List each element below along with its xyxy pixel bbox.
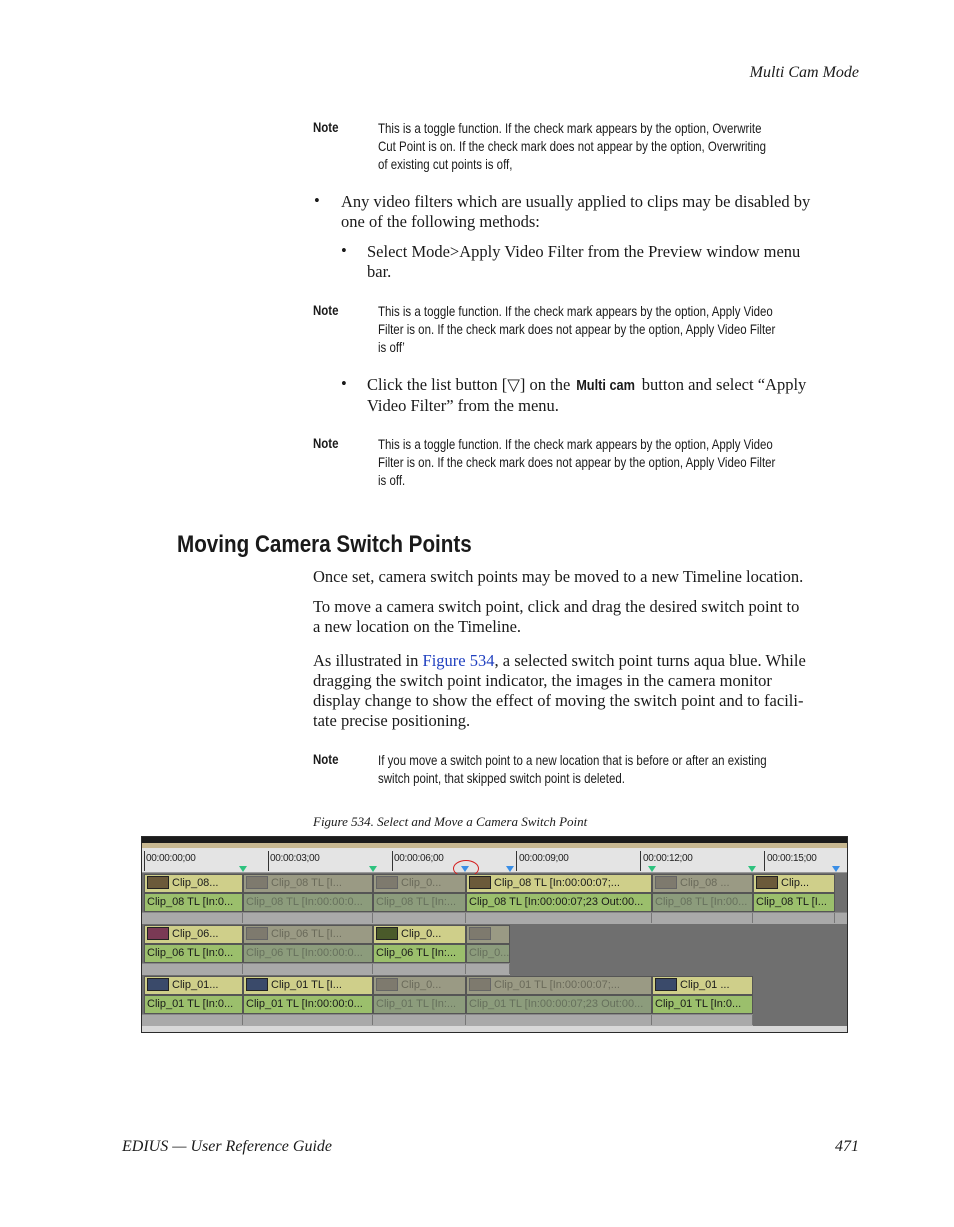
audio-clip[interactable] — [753, 893, 835, 912]
audio-clip[interactable] — [466, 995, 652, 1014]
clip-label: Clip_08... — [172, 877, 219, 889]
note-line: This is a toggle function. If the check mark appears by the option, Apply Video — [378, 303, 773, 319]
clip-label: Clip_01 TL [In:... — [376, 998, 457, 1010]
bullet-marker: • — [341, 374, 347, 393]
video-clip[interactable] — [373, 976, 466, 995]
timecode-label: 00:00:12;00 — [643, 853, 693, 864]
audio-clip[interactable] — [373, 995, 466, 1014]
clip-label: Clip_01 TL [In:00:00:07;23 Out:00... — [469, 998, 644, 1010]
clip-label: Clip_06... — [172, 928, 219, 940]
thumbnail-icon — [376, 927, 398, 940]
clip-label: Clip_0... — [401, 928, 442, 940]
running-header: Multi Cam Mode — [749, 64, 859, 81]
clip-label: Clip_0... — [469, 947, 510, 959]
ruler-tick — [268, 851, 269, 871]
timecode-label: 00:00:00;00 — [146, 853, 196, 864]
clip-label: Clip_08 TL [I... — [271, 877, 342, 889]
thumbnail-icon — [469, 876, 491, 889]
paragraph-line: To move a camera switch point, click and drag the desired switch point to — [313, 597, 800, 616]
bullet-line — [367, 375, 867, 396]
timeline-ruler[interactable] — [142, 848, 847, 873]
clip-label: Clip_06 TL [In:... — [376, 947, 457, 959]
bullet-marker: • — [314, 191, 320, 210]
note-text — [378, 751, 804, 787]
thumbnail-icon — [246, 927, 268, 940]
audio-clip[interactable] — [652, 893, 753, 912]
clip-label: Clip_06 TL [In:0... — [147, 947, 234, 959]
note-line: switch point, that skipped switch point is deleted. — [378, 770, 625, 786]
paragraph-line — [313, 651, 873, 671]
clip-label: Clip_08 ... — [680, 877, 730, 889]
video-clip[interactable] — [652, 976, 753, 995]
video-clip[interactable] — [243, 976, 373, 995]
timeline-bottom-edge — [142, 1026, 847, 1033]
switch-point-marker[interactable] — [506, 866, 514, 872]
note-line: of existing cut points is off, — [378, 156, 513, 172]
thumbnail-icon — [376, 876, 398, 889]
note-line: If you move a switch point to a new location that is before or after an existing — [378, 752, 767, 768]
ruler-tick — [144, 851, 145, 871]
bullet-select-mode — [367, 242, 867, 282]
page-number: 471 — [835, 1138, 859, 1155]
video-clip[interactable] — [466, 925, 510, 944]
thumbnail-icon — [469, 927, 491, 940]
clip-label: Clip... — [781, 877, 810, 889]
video-clip[interactable] — [373, 925, 466, 944]
note-text — [378, 435, 804, 489]
timecode-label: 00:00:09;00 — [519, 853, 569, 864]
bullet-list-button — [367, 375, 867, 416]
audio-clip[interactable] — [466, 944, 510, 963]
note-line: is off. — [378, 472, 406, 488]
timecode-label: 00:00:03;00 — [270, 853, 320, 864]
paragraph-line: display change to show the effect of moving the switch point and to facili- — [313, 691, 804, 710]
clip-label: Clip_01... — [172, 979, 219, 991]
paragraph-line: tate precise positioning. — [313, 711, 471, 730]
text-run: Click the list button [▽] on the — [367, 375, 575, 394]
clip-label: Clip_01 TL [In:00:00:0... — [246, 998, 363, 1010]
thumbnail-icon — [147, 927, 169, 940]
ruler-tick — [764, 851, 765, 871]
audio-clip[interactable] — [243, 995, 373, 1014]
clip-label: Clip_06 TL [In:00:00:0... — [246, 947, 363, 959]
clip-label: Clip_06 TL [I... — [271, 928, 342, 940]
clip-label: Clip_08 TL [In:00:00:07;... — [494, 877, 620, 889]
note-line: This is a toggle function. If the check mark appears by the option, Overwrite — [378, 120, 762, 136]
note-line: Filter is on. If the check mark does not appear by the option, Apply Video Filter — [378, 321, 776, 337]
note-label: Note — [313, 751, 339, 767]
paragraph — [313, 597, 873, 637]
paragraph-line: a new location on the Timeline. — [313, 617, 522, 636]
clip-label: Clip_08 TL [In:00:00:0... — [246, 896, 363, 908]
audio-clip[interactable] — [144, 893, 243, 912]
bullet-line: bar. — [367, 262, 392, 281]
thumbnail-icon — [756, 876, 778, 889]
switch-point-marker[interactable] — [369, 866, 377, 872]
text-run: As illustrated in — [313, 651, 423, 670]
thumbnail-icon — [655, 876, 677, 889]
bullet-marker: • — [341, 241, 347, 260]
switch-point-marker[interactable] — [832, 866, 840, 872]
track-lane — [142, 963, 510, 975]
note-line: Filter is on. If the check mark does not appear by the option, Apply Video Filter — [378, 454, 776, 470]
track-lane — [142, 912, 847, 924]
video-clip[interactable] — [144, 976, 243, 995]
thumbnail-icon — [147, 876, 169, 889]
audio-clip[interactable] — [144, 944, 243, 963]
clip-label: Clip_01 TL [In:0... — [655, 998, 742, 1010]
track-lane — [142, 1014, 753, 1026]
note-line: This is a toggle function. If the check mark appears by the option, Apply Video — [378, 436, 773, 452]
audio-clip[interactable] — [652, 995, 753, 1014]
clip-label: Clip_08 TL [In:00:00:07;23 Out:00... — [469, 896, 644, 908]
figure-caption: Figure 534. Select and Move a Camera Switch Point — [313, 814, 588, 829]
video-clip[interactable] — [753, 874, 835, 893]
timecode-label: 00:00:15;00 — [767, 853, 817, 864]
clip-label: Clip_01 ... — [680, 979, 730, 991]
clip-label: Clip_08 TL [In:00... — [655, 896, 748, 908]
video-clip[interactable] — [466, 976, 652, 995]
ruler-tick — [392, 851, 393, 871]
bullet-line: one of the following methods: — [341, 212, 540, 231]
audio-clip[interactable] — [373, 944, 466, 963]
thumbnail-icon — [376, 978, 398, 991]
thumbnail-icon — [655, 978, 677, 991]
timeline-figure — [141, 836, 848, 1033]
note-label: Note — [313, 302, 339, 318]
text-run: button and select “Apply — [637, 375, 807, 394]
thumbnail-icon — [469, 978, 491, 991]
bullet-video-filters — [341, 192, 861, 232]
thumbnail-icon — [147, 978, 169, 991]
section-heading: Moving Camera Switch Points — [177, 531, 472, 558]
clip-label: Clip_01 TL [In:0... — [147, 998, 234, 1010]
audio-clip[interactable] — [466, 893, 652, 912]
video-clip[interactable] — [466, 874, 652, 893]
switch-point-marker[interactable] — [239, 866, 247, 872]
clip-label: Clip_08 TL [I... — [756, 896, 827, 908]
audio-clip[interactable] — [243, 893, 373, 912]
note-text — [378, 119, 804, 173]
video-clip[interactable] — [144, 874, 243, 893]
video-clip[interactable] — [144, 925, 243, 944]
clip-label: Clip_08 TL [In:... — [376, 896, 457, 908]
note-label: Note — [313, 119, 339, 135]
clip-label: Clip_0... — [401, 979, 442, 991]
ruler-tick — [640, 851, 641, 871]
clip-label: Clip_08 TL [In:0... — [147, 896, 234, 908]
note-line: is off’ — [378, 339, 405, 355]
audio-clip[interactable] — [373, 893, 466, 912]
paragraph: Once set, camera switch points may be moved to a new Timeline location. — [313, 567, 804, 586]
video-clip[interactable] — [243, 925, 373, 944]
switch-point-marker[interactable] — [648, 866, 656, 872]
text-run: , a selected switch point turns aqua blue. While — [494, 651, 806, 670]
figure-link[interactable]: Figure 534 — [422, 651, 495, 670]
paragraph — [313, 651, 873, 731]
bullet-line: Any video filters which are usually applied to clips may be disabled by — [341, 192, 811, 211]
note-line: Cut Point is on. If the check mark does not appear by the option, Overwriting — [378, 138, 766, 154]
note-label: Note — [313, 435, 339, 451]
video-clip[interactable] — [243, 874, 373, 893]
thumbnail-icon — [246, 978, 268, 991]
audio-clip[interactable] — [243, 944, 373, 963]
note-text — [378, 302, 804, 356]
clip-label: Clip_0... — [401, 877, 442, 889]
video-clip[interactable] — [373, 874, 466, 893]
audio-clip[interactable] — [144, 995, 243, 1014]
ruler-tick — [516, 851, 517, 871]
bullet-line: Select Mode>Apply Video Filter from the Preview window menu — [367, 242, 801, 261]
timecode-label: 00:00:06;00 — [394, 853, 444, 864]
thumbnail-icon — [246, 876, 268, 889]
footer-title: EDIUS — User Reference Guide — [122, 1138, 333, 1155]
multi-cam-label: Multi cam — [576, 377, 636, 394]
clip-label: Clip_01 TL [I... — [271, 979, 342, 991]
paragraph-line: dragging the switch point indicator, the images in the camera monitor — [313, 671, 772, 690]
video-clip[interactable] — [652, 874, 753, 893]
clip-label: Clip_01 TL [In:00:00:07;... — [494, 979, 620, 991]
switch-point-marker[interactable] — [748, 866, 756, 872]
bullet-line: Video Filter” from the menu. — [367, 396, 559, 415]
